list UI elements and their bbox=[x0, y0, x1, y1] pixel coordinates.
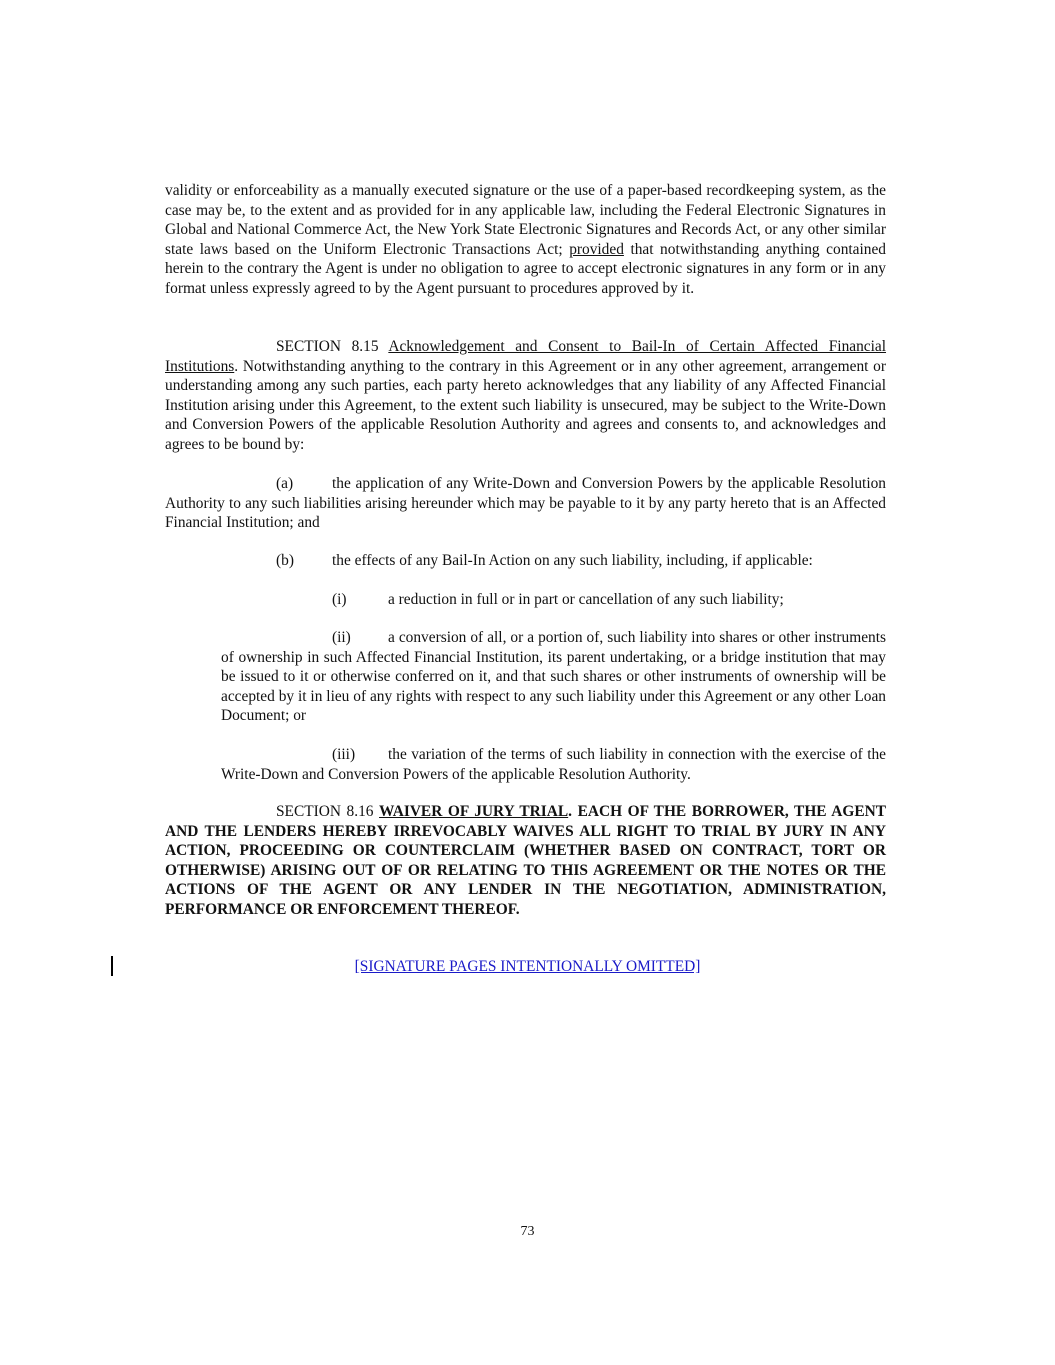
section-8-16-body: EACH OF THE BORROWER, THE AGENT AND THE LENDERS HEREBY IRREVOCABLY WAIVES ALL RIGHT TO TRIAL BY JURY IN ANY ACTION, PROCEEDING OR COUNTERCLAIM (WHETHER BASED ON CONTRACT, TORT OR OTHERWISE) ARISING OUT OF OR RELATING TO THIS AGREEMENT OR THE NOTES OR THE ACTIONS OF THE AGENT OR ANY LENDER IN THE NEGOTIATION, ADMINISTRATION, PERFORMANCE OR ENFORCEMENT THEREOF. bbox=[165, 803, 886, 918]
clause-a-text: the application of any Write-Down and Conversion Powers by the applicable Resolution Authority to any such liabilities arising hereunder which may be payable to it by any party hereto that is an Affected Financial Institution; and bbox=[165, 475, 886, 532]
section-8-16-heading: WAIVER OF JURY TRIAL bbox=[379, 803, 569, 820]
clause-ii-label: (ii) bbox=[332, 629, 351, 646]
section-8-15-heading-end: . bbox=[234, 357, 239, 375]
section-8-16-paragraph bbox=[165, 802, 886, 920]
clause-b-text: the effects of any Bail-In Action on any such liability, including, if applicable: bbox=[332, 552, 813, 569]
continuation-text-end: that notwithstanding anything contained herein to the contrary the Agent is under no obligation to agree to accept electronic signatures in any form or in any format unless expressly agreed to by the Agent pursuant to procedures approved by it. bbox=[165, 240, 886, 297]
continuation-paragraph bbox=[165, 181, 886, 299]
clause-i-label: (i) bbox=[332, 591, 347, 608]
section-8-15-paragraph bbox=[165, 337, 886, 455]
clause-i-paragraph bbox=[165, 590, 886, 610]
section-8-15-heading: Acknowledgement and Consent to Bail-In of Certain Affected Financial Institutions bbox=[165, 338, 887, 375]
clause-iii-label: (iii) bbox=[332, 746, 356, 763]
clause-ii-paragraph bbox=[221, 628, 886, 726]
clause-b-label: (b) bbox=[276, 552, 294, 569]
clause-i-text: a reduction in full or in part or cancellation of any such liability; bbox=[388, 591, 784, 608]
clause-b-paragraph bbox=[165, 551, 886, 571]
section-8-15-body: Notwithstanding anything to the contrary in this Agreement or in any other agreement, arrangement or understanding among any such parties, each party hereto acknowledges that any liability of any Affected Financial Institution arising under this Agreement, to the extent such liability is unsecured, may be subject to the Write-Down and Conversion Powers of the applicable Resolution Authority and agrees and consents to, and acknowledges and agrees to be bound by: bbox=[165, 357, 886, 453]
proviso-word: provided bbox=[569, 240, 624, 258]
section-8-15-number: SECTION 8.15 bbox=[276, 338, 389, 355]
signature-note bbox=[0, 957, 1055, 977]
clause-iii-paragraph bbox=[221, 745, 886, 784]
page-number: 73 bbox=[520, 1224, 535, 1239]
section-8-16-heading-end: . bbox=[568, 803, 573, 820]
clause-ii-text: a conversion of all, or a portion of, such liability into shares or other instruments of ownership in such Affected Financial Institution, its parent undertaking, or a bridge institution that may be issued to it or otherwise conferred on it, and that such shares or other instruments of ownership will be accepted by it in lieu of any rights with respect to any such liability under this Agreement or any other Loan Document; or bbox=[221, 629, 886, 725]
section-8-16-number: SECTION 8.16 bbox=[276, 803, 380, 820]
clause-a-label: (a) bbox=[276, 475, 294, 492]
clause-a-paragraph bbox=[165, 474, 886, 533]
clause-iii-text: the variation of the terms of such liability in connection with the exercise of the Write-Down and Conversion Powers of the applicable Resolution Authority. bbox=[221, 746, 886, 783]
continuation-text-start: validity or enforceability as a manually executed signature or the use of a paper-based recordkeeping system, as the case may be, to the extent and as provided for in any applicable law, including the Federal Electronic Signatures in Global and National Commerce Act, the New York State Electronic Signatures and Records Act, or any other similar state laws based on the Uniform Electronic Transactions Act; bbox=[165, 182, 886, 258]
signature-pages-omitted-link[interactable]: [SIGNATURE PAGES INTENTIONALLY OMITTED] bbox=[354, 958, 701, 975]
